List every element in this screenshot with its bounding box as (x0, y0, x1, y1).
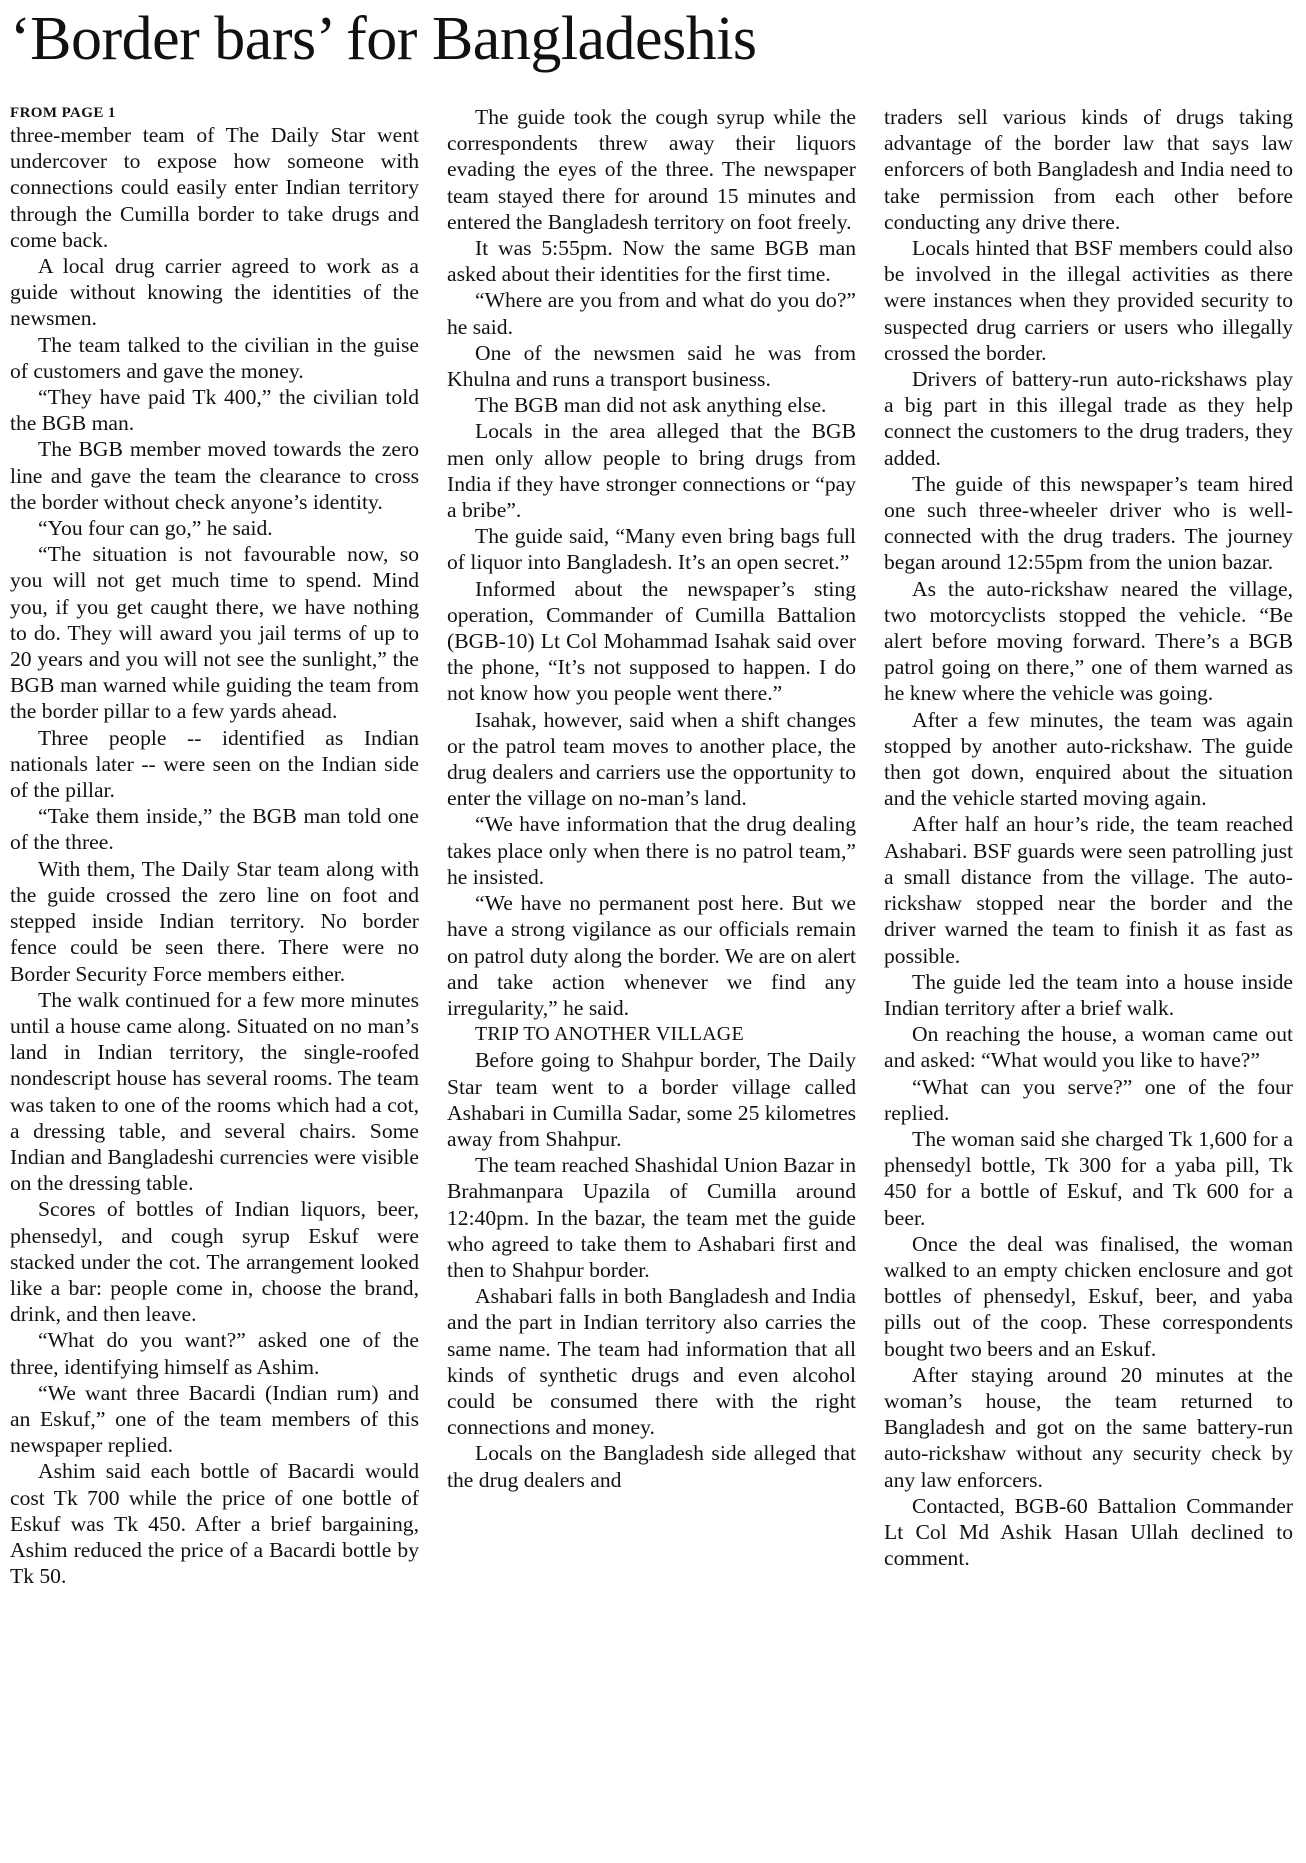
paragraph: As the auto-rickshaw neared the village, two motorcyclists stopped the vehicle. “Be alert before moving forward. There’s a BGB patrol going on there,” one of them warned as he knew where the vehicle was going. (884, 576, 1293, 706)
paragraph: The walk continued for a few more minutes until a house came along. Situated on no man’s land in Indian territory, the single-roofed nondescript house has several rooms. The team was taken to one of the rooms which had a cot, a dressing table, and several chairs. Some Indian and Bangladeshi currencies were visible on the dressing table. (10, 987, 419, 1196)
headline: ‘Border bars’ for Bangladeshis (10, 5, 757, 73)
paragraph: The guide of this newspaper’s team hired one such three-wheeler driver who is well-connected with the drug traders. The journey began around 12:55pm from the union bazar. (884, 471, 1293, 575)
paragraph: The guide led the team into a house inside Indian territory after a brief walk. (884, 969, 1293, 1020)
paragraph: “We have information that the drug dealing takes place only when there is no patrol team,” he insisted. (447, 812, 856, 889)
paragraph: Locals hinted that BSF members could also be involved in the illegal activities as there were instances when they provided security to suspected drug carriers or users who illegally crossed the border. (884, 236, 1293, 365)
paragraph: “What can you serve?” one of the four replied. (884, 1074, 1293, 1125)
paragraph: Once the deal was finalised, the woman walked to an empty chicken enclosure and got bottles of phensedyl, Eskuf, beer, and yaba pills out of the coop. These correspondents bought two beers and an Eskuf. (884, 1231, 1293, 1361)
paragraph: With them, The Daily Star team along with the guide crossed the zero line on foot and stepped inside Indian territory. No border fence could be seen there. There were no Border Security Force members either. (10, 856, 419, 986)
article-column-1 (10, 104, 419, 1859)
paragraph: Ashabari falls in both Bangladesh and India and the part in Indian territory also carries the same name. The team had information that all kinds of synthetic drugs and even alcohol could be consumed there with the right connections and money. (447, 1284, 856, 1440)
paragraph: Three people -- identified as Indian nationals later -- were seen on the Indian side of the pillar. (10, 725, 419, 803)
paragraph: “You four can go,” he said. (38, 516, 273, 541)
paragraph: A local drug carrier agreed to work as a guide without knowing the identities of the newsmen. (10, 254, 419, 331)
paragraph: The guide took the cough syrup while the correspondents threw away their liquors evading the eyes of the three. The newspaper team stayed there for around 15 minutes and entered the Bangladesh territory on foot freely. (447, 105, 856, 234)
paragraph: Locals on the Bangladesh side alleged that the drug dealers and (447, 1441, 856, 1492)
paragraph: “We want three Bacardi (Indian rum) and an Eskuf,” one of the team members of this newspaper replied. (10, 1380, 419, 1458)
paragraph: “What do you want?” asked one of the three, identifying himself as Ashim. (10, 1328, 419, 1379)
paragraph: Scores of bottles of Indian liquors, beer, phensedyl, and cough syrup Eskuf were stacked under the cot. The arrangement looked like a bar: people come in, choose the brand, drink, and then leave. (10, 1197, 419, 1327)
paragraph: On reaching the house, a woman came out and asked: “What would you like to have?” (884, 1022, 1293, 1073)
paragraph: three-member team of The Daily Star went undercover to expose how someone with connections could easily enter Indian territory through the Cumilla border to take drugs and come back. (10, 123, 419, 252)
paragraph: Before going to Shahpur border, The Daily Star team went to a border village called Ashabari in Cumilla Sadar, some 25 kilometres away from Shahpur. (447, 1048, 856, 1151)
paragraph: The BGB man did not ask anything else. (475, 393, 827, 418)
paragraph: “Take them inside,” the BGB man told one of the three. (10, 804, 419, 855)
paragraph: “Where are you from and what do you do?” he said. (447, 288, 856, 339)
paragraph: “They have paid Tk 400,” the civilian told the BGB man. (10, 385, 419, 436)
article-column-2 (447, 104, 856, 1859)
paragraph: The guide said, “Many even bring bags full of liquor into Bangladesh. It’s an open secret.” (447, 524, 856, 575)
paragraph: “We have no permanent post here. But we have a strong vigilance as our officials remain on patrol duty along the border. We are on alert and take action whenever we find any irregularity,” he said. (447, 891, 856, 1020)
paragraph: Ashim said each bottle of Bacardi would cost Tk 700 while the price of one bottle of Eskuf was Tk 450. After a brief bargaining, Ashim reduced the price of a Bacardi bottle by Tk 50. (10, 1459, 419, 1589)
paragraph: Informed about the newspaper’s sting operation, Commander of Cumilla Battalion (BGB-10) Lt Col Mohammad Isahak said over the phone, “It’s not supposed to happen. I do not know how you people went there.” (447, 576, 856, 706)
paragraph: Locals in the area alleged that the BGB men only allow people to bring drugs from India if they have stronger connections or “pay a bribe”. (447, 419, 856, 523)
paragraph: “The situation is not favourable now, so you will not get much time to spend. Mind you, if you get caught there, we have nothing to do. They will award you jail terms of up to 20 years and you will not see the sunlight,” the BGB man warned while guiding the team from the border pillar to a few yards ahead. (10, 542, 419, 724)
paragraph: It was 5:55pm. Now the same BGB man asked about their identities for the first time. (447, 236, 856, 287)
paragraph: After half an hour’s ride, the team reached Ashabari. BSF guards were seen patrolling just a small distance from the village. The auto-rickshaw stopped near the border and the driver warned the team to finish it as fast as possible. (884, 812, 1293, 968)
paragraph: After a few minutes, the team was again stopped by another auto-rickshaw. The guide then got down, enquired about the situation and the vehicle started moving again. (884, 707, 1293, 811)
paragraph: traders sell various kinds of drugs taking advantage of the border law that says law enforcers of both Bangladesh and India need to take permission from each other before conducting any drive there. (884, 105, 1293, 234)
section-subhead: TRIP TO ANOTHER VILLAGE (475, 1023, 744, 1046)
paragraph: The team talked to the civilian in the guise of customers and gave the money. (10, 332, 419, 383)
paragraph: After staying around 20 minutes at the woman’s house, the team returned to Bangladesh and got on the same battery-run auto-rickshaw without any security check by any law enforcers. (884, 1362, 1293, 1492)
article-column-3 (884, 104, 1293, 1859)
paragraph: Drivers of battery-run auto-rickshaws play a big part in this illegal trade as they help connect the customers to the drug traders, they added. (884, 367, 1293, 470)
paragraph: One of the newsmen said he was from Khulna and runs a transport business. (447, 340, 856, 392)
paragraph: The BGB member moved towards the zero line and gave the team the clearance to cross the border without check anyone’s identity. (10, 437, 419, 514)
paragraph: Isahak, however, said when a shift changes or the patrol team moves to another place, the drug dealers and carriers use the opportunity to enter the village on no-man’s land. (447, 707, 856, 811)
continued-from-label: FROM PAGE 1 (10, 105, 116, 121)
paragraph: Contacted, BGB-60 Battalion Commander Lt Col Md Ashik Hasan Ullah declined to comment. (884, 1493, 1293, 1571)
paragraph: The woman said she charged Tk 1,600 for a phensedyl bottle, Tk 300 for a yaba pill, Tk 450 for a bottle of Eskuf, and Tk 600 for a beer. (884, 1126, 1293, 1230)
paragraph: The team reached Shashidal Union Bazar in Brahmanpara Upazila of Cumilla around 12:40pm. In the bazar, the team met the guide who agreed to take them to Ashabari first and then to Shahpur border. (447, 1153, 856, 1282)
